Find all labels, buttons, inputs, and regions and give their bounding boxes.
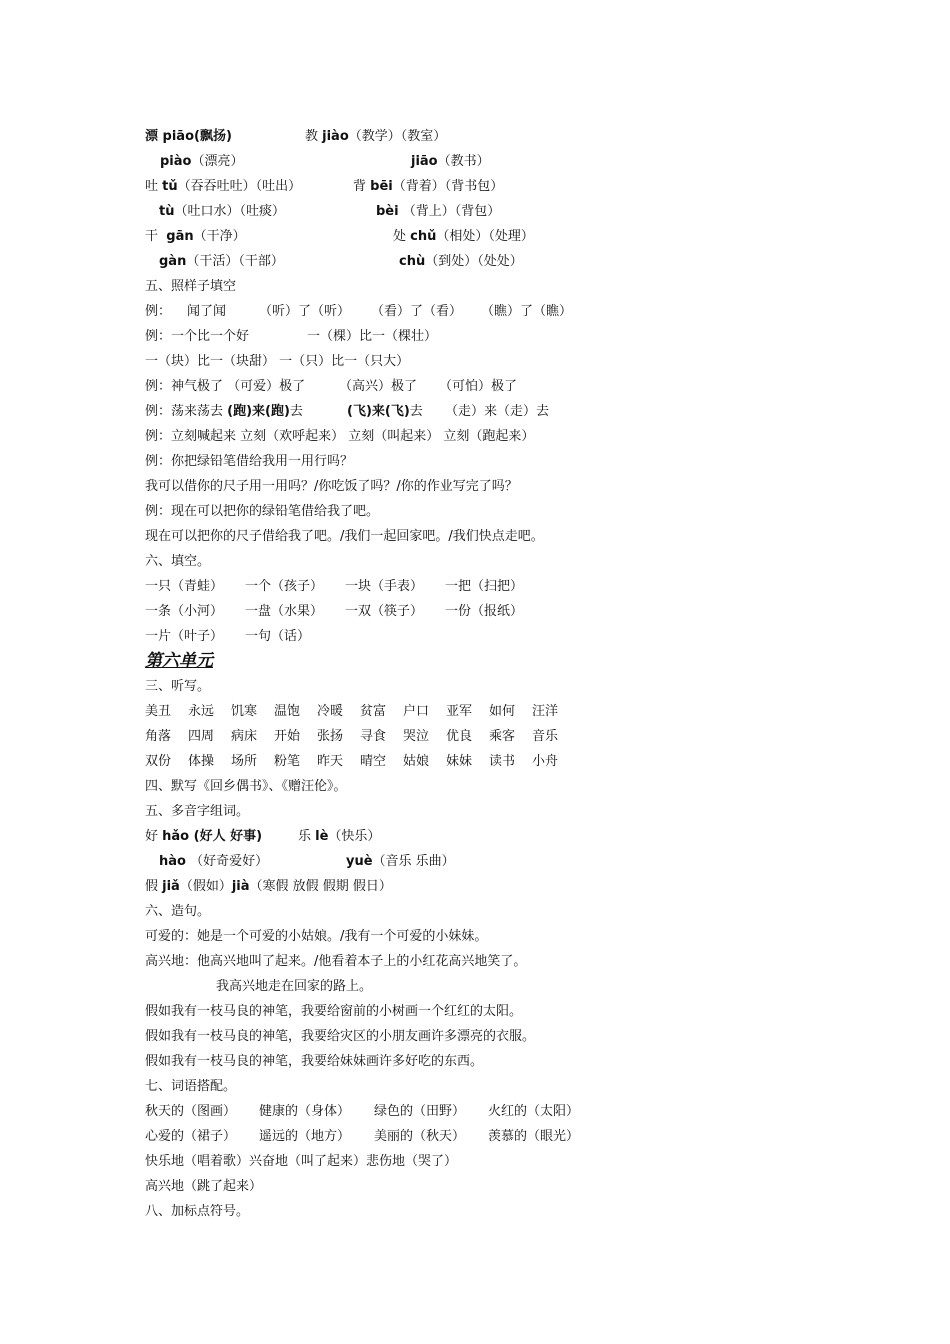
dictation-word: 姑娘 (403, 754, 430, 769)
poly-yue: yuè（音乐 乐曲） (346, 854, 455, 869)
poly-tu-fourth: tù（吐口水）（吐痰） (159, 204, 285, 219)
collocation-item: 美丽的（秋天） (374, 1129, 466, 1144)
dictation-row (145, 699, 559, 724)
poly-jia: 假 jiǎ（假如）jià（寒假 放假 假期 假日） (145, 879, 392, 894)
dictation-word: 汪洋 (532, 704, 559, 719)
answer-text: （听）了（听） (259, 304, 351, 319)
collocation-item: 心爱的（裙子） (145, 1129, 237, 1144)
dictation-word: 冷暖 (317, 704, 344, 719)
dictation-word: 病床 (231, 729, 258, 744)
example-line: 例：立刻喊起来 立刻（欢呼起来） 立刻（叫起来） 立刻（跑起来） (145, 429, 535, 444)
dictation-word: 如何 (489, 704, 516, 719)
section-title: 五、照样子填空 (145, 279, 237, 294)
dictation-word: 美丑 (145, 704, 172, 719)
dictation-word: 优良 (446, 729, 473, 744)
dictation-word: 晴空 (360, 754, 387, 769)
collocation-item: 羡慕的（眼光） (488, 1129, 580, 1144)
fill-item: 一句（话） (245, 629, 311, 644)
sentence-line: 假如我有一枝马良的神笔，我要给妹妹画许多好吃的东西。 (145, 1054, 484, 1069)
dictation-word: 温饱 (274, 704, 301, 719)
poly-piao-fourth: piào（漂亮） (160, 154, 244, 169)
section-title: 六、填空。 (145, 554, 211, 569)
poly-row (145, 874, 392, 899)
dictation-word: 角落 (145, 729, 172, 744)
fill-item: 一条（小河） (145, 604, 224, 619)
section-title: 四、默写《回乡偶书》、《赠汪伦》。 (145, 779, 347, 794)
poly-hao-head: 好 hǎo (好人 好事) (145, 829, 263, 844)
fill-item: 一片（叶子） (145, 629, 224, 644)
example-text: 例：荡来荡去 (跑)来(跑)去 (145, 404, 303, 419)
dictation-word: 户口 (403, 704, 430, 719)
dictation-word: 四周 (188, 729, 215, 744)
section-title: 五、多音字组词。 (145, 804, 250, 819)
dictation-word: 寻食 (360, 729, 387, 744)
fill-item: 一盘（水果） (245, 604, 324, 619)
answer-text: 一（棵）比一（棵壮） (307, 329, 438, 344)
example-text: 例：神气极了 （可爱）极了 (145, 379, 306, 394)
poly-row-6 (145, 249, 523, 274)
poly-chu-head: 处 chǔ（相处）（处理） (393, 229, 534, 244)
dictation-word: 昨天 (317, 754, 344, 769)
collocation-row: 快乐地（唱着歌）兴奋地（叫了起来）悲伤地（哭了） (145, 1154, 458, 1169)
section-title: 八、加标点符号。 (145, 1204, 250, 1219)
fill-item: 一份（报纸） (445, 604, 524, 619)
dictation-row (145, 724, 559, 749)
fill-item: 一个（孩子） (245, 579, 324, 594)
poly-hao-fourth: hào （好奇爱好） (159, 854, 269, 869)
dictation-word: 乘客 (489, 729, 516, 744)
collocation-row (145, 1099, 580, 1124)
poly-le-head: 乐 lè（快乐） (298, 829, 381, 844)
poly-row (145, 849, 455, 874)
poly-jiao-head: 教 jiào（教学）（教室） (305, 129, 447, 144)
answer-text: （看）了（看） (371, 304, 463, 319)
collocation-row: 高兴地（跳了起来） (145, 1179, 263, 1194)
collocation-item: 秋天的（图画） (145, 1104, 237, 1119)
poly-row-5 (145, 224, 534, 249)
fill-item: 一只（青蛙） (145, 579, 224, 594)
fill-row (145, 624, 311, 649)
fill-item: 一把（扫把） (445, 579, 524, 594)
sentence-line: 我高兴地走在回家的路上。 (216, 979, 373, 994)
poly-row-3 (145, 174, 504, 199)
dictation-word: 张扬 (317, 729, 344, 744)
sentence-line: 假如我有一枝马良的神笔，我要给窗前的小树画一个红红的太阳。 (145, 1004, 523, 1019)
collocation-item: 遥远的（地方） (259, 1129, 351, 1144)
dictation-word: 粉笔 (274, 754, 301, 769)
poly-row-4 (145, 199, 501, 224)
dictation-word: 场所 (231, 754, 258, 769)
example-text: 闻了闻 (187, 304, 227, 319)
poly-row-2 (145, 149, 490, 174)
example-label: 例： (145, 304, 172, 319)
answer-text: （可怕）极了 (439, 379, 518, 394)
dictation-word: 贫富 (360, 704, 387, 719)
poly-jiao-first: jiāo（教书） (411, 154, 490, 169)
poly-piao-head: 漂 piāo(飘扬) (145, 129, 232, 144)
answer-line: 我可以借你的尺子用一用吗？/你吃饭了吗？/你的作业写完了吗？ (145, 479, 518, 494)
dictation-word: 饥寒 (231, 704, 258, 719)
fill-row (145, 574, 524, 599)
example-line (145, 374, 518, 399)
example-line (145, 399, 550, 424)
dictation-word: 亚军 (446, 704, 473, 719)
sentence-line: 高兴地：他高兴地叫了起来。/他看着本子上的小红花高兴地笑了。 (145, 954, 527, 969)
dictation-word: 双份 (145, 754, 172, 769)
answer-text: （走）来（走）去 (445, 404, 550, 419)
dictation-word: 哭泣 (403, 729, 430, 744)
answer-text: （瞧）了（瞧） (481, 304, 573, 319)
dictation-word: 小舟 (532, 754, 559, 769)
section-title: 六、造句。 (145, 904, 211, 919)
section-title: 三、听写。 (145, 679, 211, 694)
answer-text: （高兴）极了 (339, 379, 418, 394)
dictation-word: 妹妹 (446, 754, 473, 769)
sentence-line: 可爱的：她是一个可爱的小姑娘。/我有一个可爱的小妹妹。 (145, 929, 488, 944)
answer-line: 现在可以把你的尺子借给我了吧。/我们一起回家吧。/我们快点走吧。 (145, 529, 544, 544)
poly-chu-fourth: chù（到处）（处处） (399, 254, 523, 269)
example-line: 例：你把绿铅笔借给我用一用行吗？ (145, 454, 354, 469)
sentence-line: 假如我有一枝马良的神笔，我要给灾区的小朋友画许多漂亮的衣服。 (145, 1029, 536, 1044)
unit-heading: 第六单元 (145, 651, 213, 671)
poly-tu-head: 吐 tǔ（吞吞吐吐）（吐出） (145, 179, 302, 194)
fill-item: 一双（筷子） (345, 604, 424, 619)
answer-line: 一（块）比一（块甜） 一（只）比一（只大） (145, 354, 410, 369)
section-title: 七、词语搭配。 (145, 1079, 237, 1094)
collocation-row (145, 1124, 580, 1149)
example-line (145, 324, 438, 349)
poly-bei-fourth: bèi （背上）（背包） (376, 204, 501, 219)
poly-gan-fourth: gàn（干活）（干部） (159, 254, 284, 269)
collocation-item: 绿色的（田野） (374, 1104, 466, 1119)
example-line: 例：现在可以把你的绿铅笔借给我了吧。 (145, 504, 380, 519)
example-line (145, 299, 573, 324)
dictation-word: 读书 (489, 754, 516, 769)
fill-item: 一块（手表） (345, 579, 424, 594)
poly-gan-head: 干 gān（干净） (145, 229, 246, 244)
dictation-word: 永远 (188, 704, 215, 719)
example-text: 例：一个比一个好 (145, 329, 250, 344)
collocation-item: 火红的（太阳） (488, 1104, 580, 1119)
dictation-word: 音乐 (532, 729, 559, 744)
answer-text: (飞)来(飞)去 (347, 404, 423, 419)
poly-bei-head: 背 bēi（背着）（背书包） (353, 179, 504, 194)
poly-row-1 (145, 124, 447, 149)
dictation-word: 开始 (274, 729, 301, 744)
fill-row (145, 599, 524, 624)
dictation-row (145, 749, 559, 774)
dictation-word: 体操 (188, 754, 215, 769)
poly-row (145, 824, 381, 849)
collocation-item: 健康的（身体） (259, 1104, 351, 1119)
